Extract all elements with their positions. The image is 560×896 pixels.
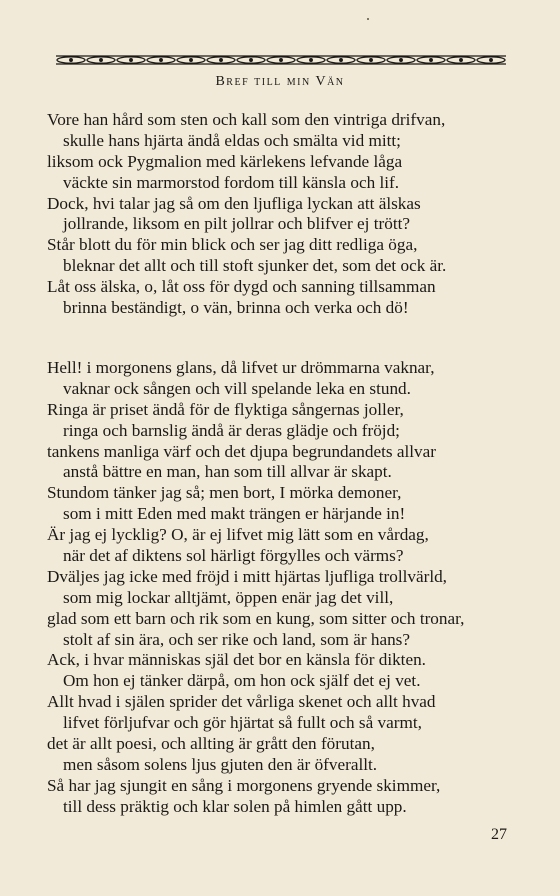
verse-line: ringa och barnslig ändå är deras glädje och fröjd; [63, 420, 400, 440]
verse-line: Hell! i morgonens glans, då lifvet ur drömmarna vaknar, [47, 358, 435, 377]
verse-line: som i mitt Eden med makt trängen er härjande in! [63, 504, 406, 524]
verse-line: skulle hans hjärta ändå eldas och smälta vid mitt; [63, 130, 401, 150]
verse-line: bleknar det allt och till stoft sjunker det, som det ock är. [63, 256, 447, 276]
verse-line: Stundom tänker jag så; men bort, I mörka demoner, [47, 483, 402, 503]
verse-line: anstå bättre en man, han som till allvar är skapt. [63, 462, 392, 482]
verse-line: när det af diktens sol härligt förgylles och värms? [63, 546, 404, 566]
verse-line: men såsom solens ljus gjuten den är öfverallt. [63, 754, 378, 774]
stanza-1 [47, 110, 517, 319]
verse-line: till dess präktig och klar solen på himlen gått upp. [63, 796, 407, 816]
verse-line: brinna beständigt, o vän, brinna och verka och dö! [63, 298, 409, 318]
verse-line: vaknar ock sången och vill spelande leka en stund. [63, 378, 411, 398]
verse-line: tankens manliga värf och det djupa begrundandets allvar [47, 441, 436, 461]
verse-line: Dväljes jag icke med fröjd i mitt hjärtas ljufliga trollvärld, [47, 566, 447, 586]
verse-line: som mig lockar alltjämt, öppen enär jag det vill, [63, 587, 394, 607]
print-speck [367, 18, 369, 20]
running-title: Bref till min Vän [215, 74, 345, 89]
verse-line: Allt hvad i själen sprider det vårliga skenet och allt hvad [47, 692, 436, 712]
verse-line: Om hon ej tänker därpå, om hon ock själf det ej vet. [63, 671, 421, 691]
verse-line: lifvet förljufvar och gör hjärtat så fullt och så varmt, [63, 713, 422, 733]
verse-line: jollrande, liksom en pilt jollrar och blifver ej trött? [63, 214, 410, 234]
verse-line: Står blott du för min blick och ser jag ditt redliga öga, [47, 235, 418, 255]
verse-line: Vore han hård som sten och kall som den vintriga drifvan, [47, 110, 446, 129]
verse-line: Är jag ej lycklig? O, är ej lifvet mig lätt som en vårdag, [47, 525, 429, 545]
verse-line: Ringa är priset ändå för de flyktiga sångernas joller, [47, 399, 404, 419]
ornamental-rule [56, 54, 506, 66]
verse-line: Låt oss älska, o, låt oss för dygd och sanning tillsamman [47, 277, 436, 297]
verse-line: glad som ett barn och rik som en kung, som sitter och tronar, [47, 608, 465, 628]
verse-line: liksom ock Pygmalion med kärlekens lefvande låga [47, 151, 403, 171]
verse-line: Ack, i hvar människas själ det bor en känsla för dikten. [47, 650, 426, 670]
verse-line: Så har jag sjungit en sång i morgonens gryende skimmer, [47, 775, 441, 795]
stanza-2 [47, 358, 517, 818]
verse-line: stolt af sin ära, och ser rike och land, som är hans? [63, 629, 410, 649]
verse-line: Dock, hvi talar jag så om den ljufliga lyckan att älskas [47, 193, 421, 213]
verse-line: väckte sin marmorstod fordom till känsla och lif. [63, 172, 400, 192]
page-number: 27 [491, 826, 507, 843]
verse-line: det är allt poesi, och allting är grått den förutan, [47, 734, 375, 754]
